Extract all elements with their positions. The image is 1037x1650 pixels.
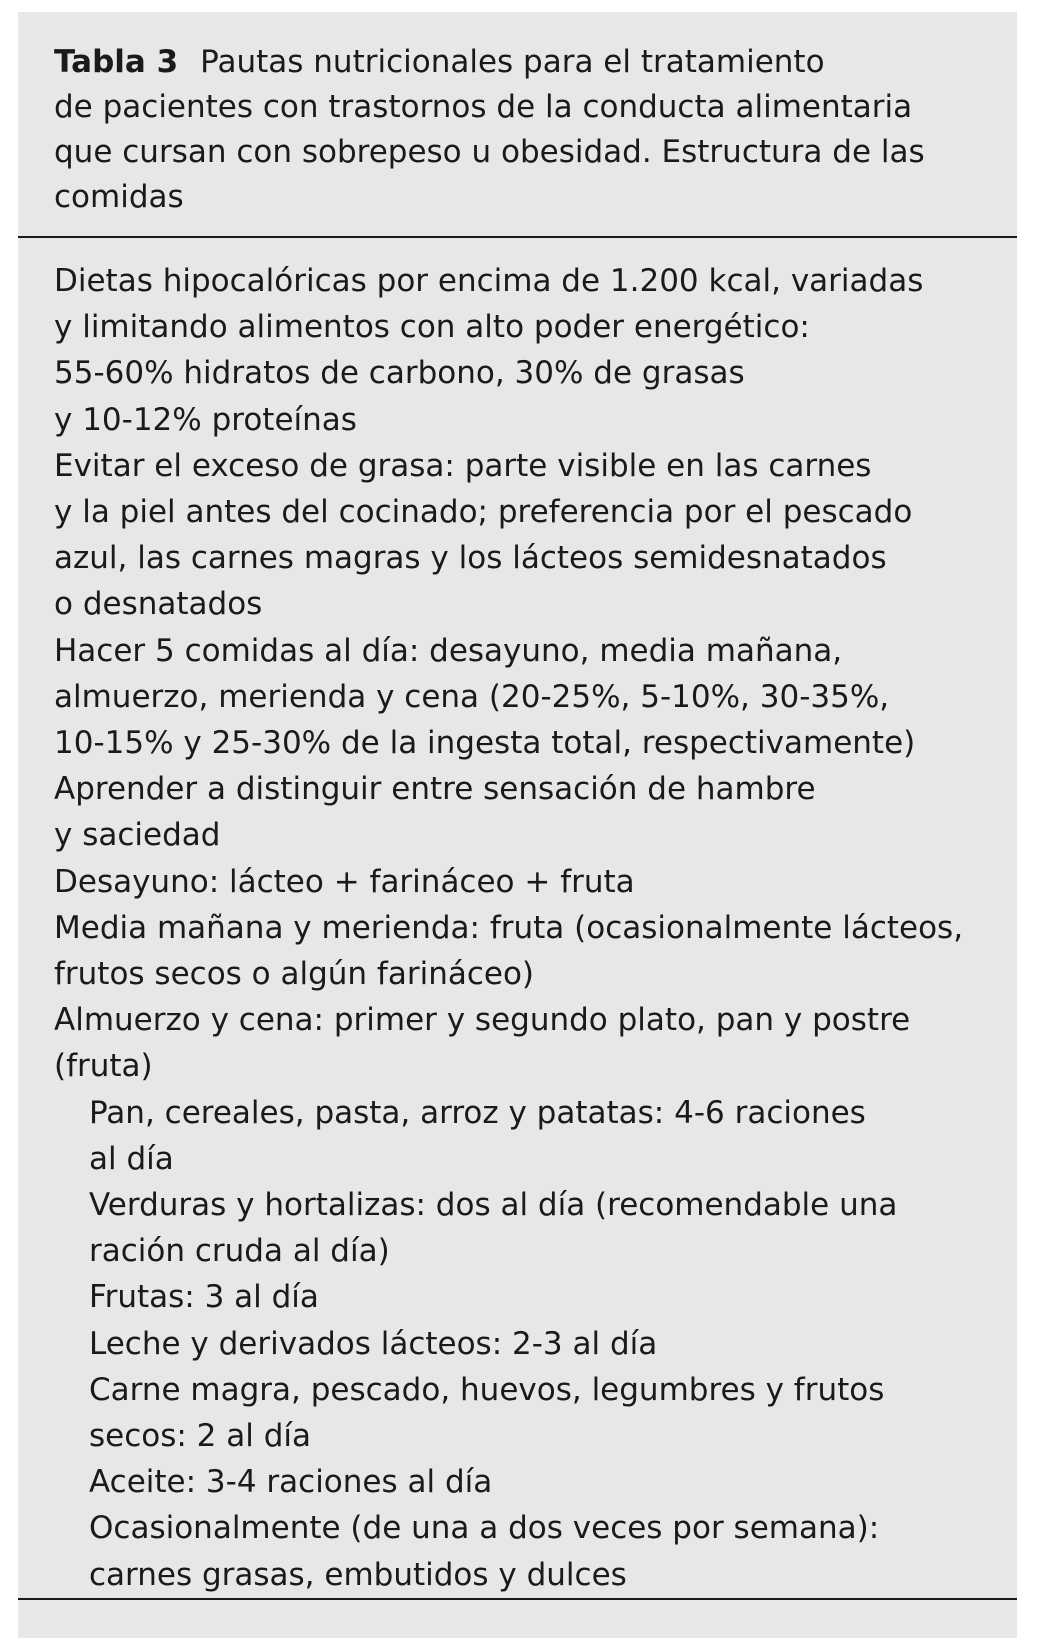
caption-line: de pacientes con trastornos de la conducta alimentaria [54,89,913,125]
table-row-avoid-fat: Evitar el exceso de grasa: parte visible en las carnes y la piel antes del cocinado; preferencia por el pescado azul, las carnes magras y los lácteos semidesnatados o desnatados [54,447,913,623]
table-bottom-rule [18,1598,1017,1600]
table-row-hunger-satiety: Aprender a distinguir entre sensación de hambre y saciedad [54,771,816,854]
table-subrow-dairy: Leche y derivados lácteos: 2-3 al día [89,1325,658,1362]
table-subrow-cereals: Pan, cereales, pasta, arroz y patatas: 4-6 raciones al día [89,1094,866,1177]
table-top-rule [18,236,1017,238]
caption-line: que cursan con sobrepeso u obesidad. Estructura de las [54,134,925,170]
caption-line: comidas [54,179,184,215]
table-row-breakfast: Desayuno: lácteo + farináceo + fruta [54,863,635,900]
table-subrow-fruits: Frutas: 3 al día [89,1279,319,1316]
table-caption [54,40,954,220]
table-body [54,258,1004,1598]
table-subrow-protein: Carne magra, pescado, huevos, legumbres y frutos secos: 2 al día [89,1371,885,1455]
table-row-snacks: Media mañana y merienda: fruta (ocasionalmente lácteos, frutos secos o algún farináceo) [54,909,964,993]
table-subrow-occasional: Ocasionalmente (de una a dos veces por semana): carnes grasas, embutidos y dulces [89,1510,880,1593]
table-row-lunch-dinner: Almuerzo y cena: primer y segundo plato, pan y postre (fruta) [54,1002,911,1085]
caption-line: Pautas nutricionales para el tratamiento [200,44,825,80]
table-subrow-vegetables: Verduras y hortalizas: dos al día (recomendable una ración cruda al día) [89,1187,898,1270]
table-row-hypocaloric-diet: Dietas hipocalóricas por encima de 1.200 kcal, variadas y limitando alimentos con alto poder energético: 55-60% hidratos de carbono, 30% de grasas y 10-12% proteínas [54,263,924,438]
table-label: Tabla 3 [54,44,179,80]
table-subrow-oil: Aceite: 3-4 raciones al día [89,1464,493,1501]
table-row-five-meals: Hacer 5 comidas al día: desayuno, media mañana, almuerzo, merienda y cena (20-25%, 5-10%, 30-35%, 10-15% y 25-30% de la ingesta total, respectivamente) [54,632,916,762]
nutrition-table [18,12,1017,1638]
